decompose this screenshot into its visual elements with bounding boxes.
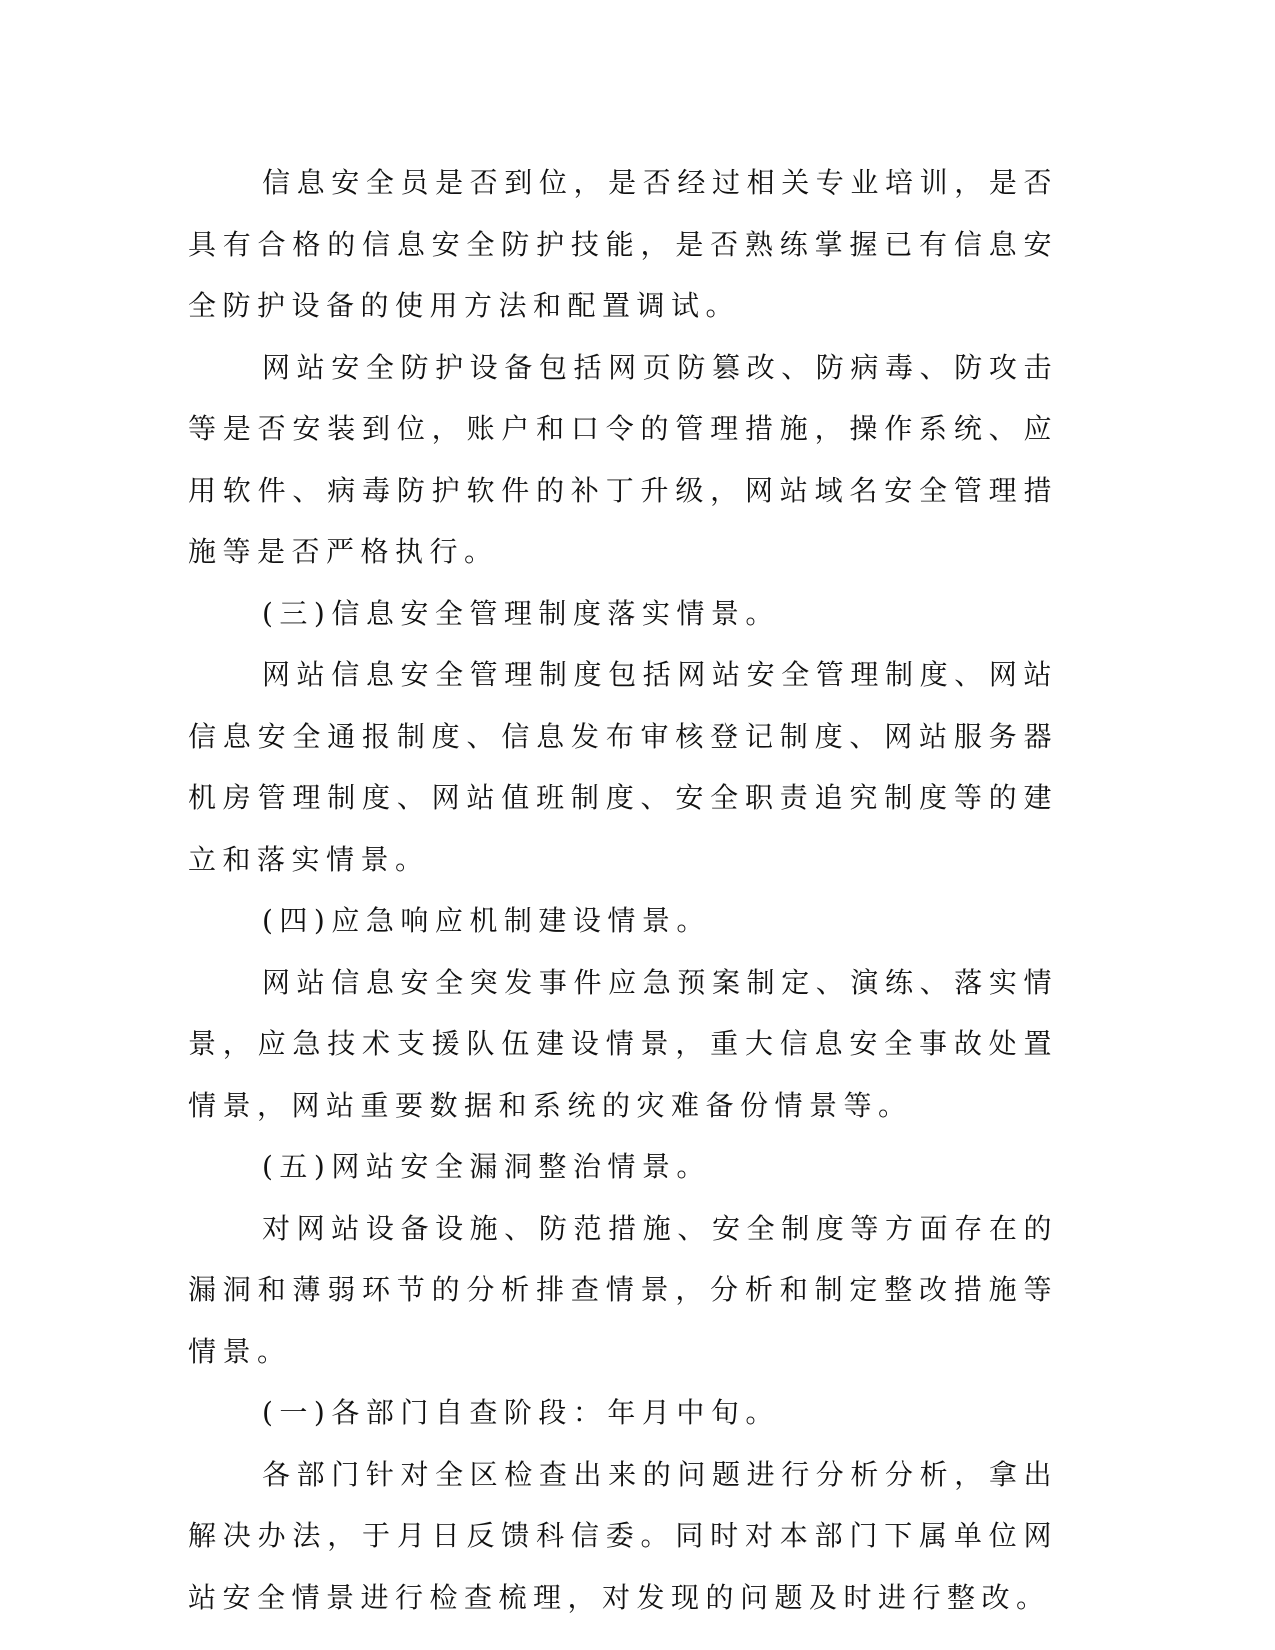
heading-management-system: (三)信息安全管理制度落实情景。 — [262, 596, 780, 630]
paragraph-security-officer: 信息安全员是否到位，是否经过相关专业培训，是否具有合格的信息安全防护技能，是否熟练掌握已有信息安全防护设备的使用方法和配置调试。 — [188, 166, 1058, 322]
heading-vulnerability-remediation: (五)网站安全漏洞整治情景。 — [262, 1150, 711, 1183]
heading-self-inspection-stage: (一)各部门自查阶段：年月中旬。 — [262, 1396, 780, 1429]
paragraph-self-inspection-stage: 各部门针对全区检查出来的问题进行分析分析，拿出解决办法，于月日反馈科信委。同时对本部门下属单位网站安全情景进行检查梳理，对发现的问题及时进行整改。 — [188, 1457, 1058, 1614]
paragraph-management-system: 网站信息安全管理制度包括网站安全管理制度、网站信息安全通报制度、信息发布审核登记制度、网站服务器机房管理制度、网站值班制度、安全职责追究制度等的建立和落实情景。 — [188, 658, 1058, 876]
document-page — [188, 152, 1058, 1628]
paragraph-emergency-response: 网站信息安全突发事件应急预案制定、演练、落实情景，应急技术支援队伍建设情景，重大信息安全事故处置情景，网站重要数据和系统的灾难备份情景等。 — [188, 965, 1058, 1122]
paragraph-vulnerability-remediation: 对网站设备设施、防范措施、安全制度等方面存在的漏洞和薄弱环节的分析排查情景，分析和制定整改措施等情景。 — [188, 1211, 1058, 1368]
heading-emergency-response: (四)应急响应机制建设情景。 — [262, 904, 711, 937]
paragraph-protection-equipment: 网站安全防护设备包括网页防篡改、防病毒、防攻击等是否安装到位，账户和口令的管理措施，操作系统、应用软件、病毒防护软件的补丁升级，网站域名安全管理措施等是否严格执行。 — [188, 350, 1058, 568]
